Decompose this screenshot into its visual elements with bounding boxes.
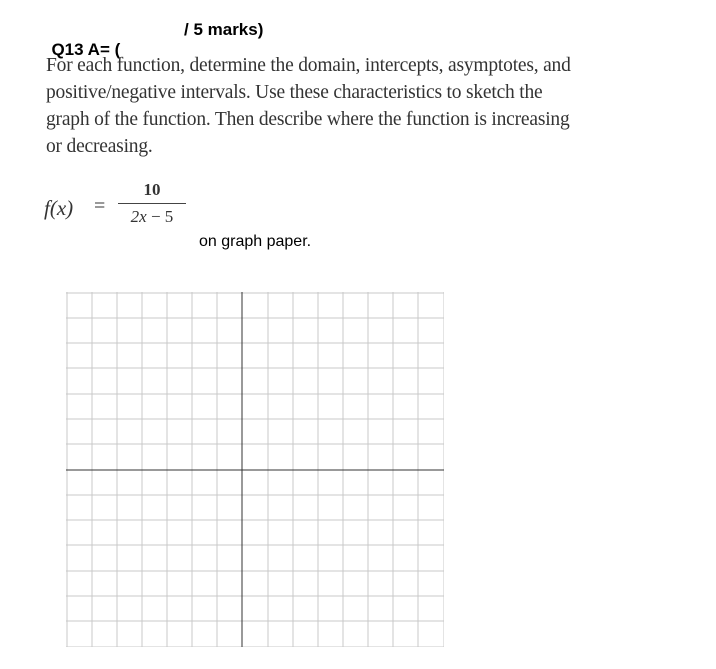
instructions-line: or decreasing.	[46, 136, 153, 157]
question-marks: / 5 marks)	[184, 20, 264, 39]
formula-lhs: f(x)	[44, 196, 74, 220]
denominator-constant: − 5	[146, 207, 174, 226]
instructions-paragraph	[46, 52, 571, 160]
graph-paper	[66, 292, 444, 647]
graph-paper-note: on graph paper.	[199, 233, 312, 250]
instructions-line: positive/negative intervals. Use these characteristics to sketch the	[46, 82, 543, 103]
formula-numerator: 10	[143, 180, 161, 199]
graph-grid	[66, 292, 444, 647]
denominator-variable: 2x	[130, 207, 147, 226]
formula-fraction	[118, 178, 186, 230]
formula-denominator	[118, 206, 186, 230]
formula-equals: =	[94, 195, 106, 217]
instructions-line: graph of the function. Then describe where the function is increasing	[46, 109, 570, 130]
instructions-line: For each function, determine the domain, intercepts, asymptotes, and	[46, 55, 571, 76]
question-label: Q13 A= (	[51, 40, 121, 59]
fraction-bar	[118, 203, 186, 204]
